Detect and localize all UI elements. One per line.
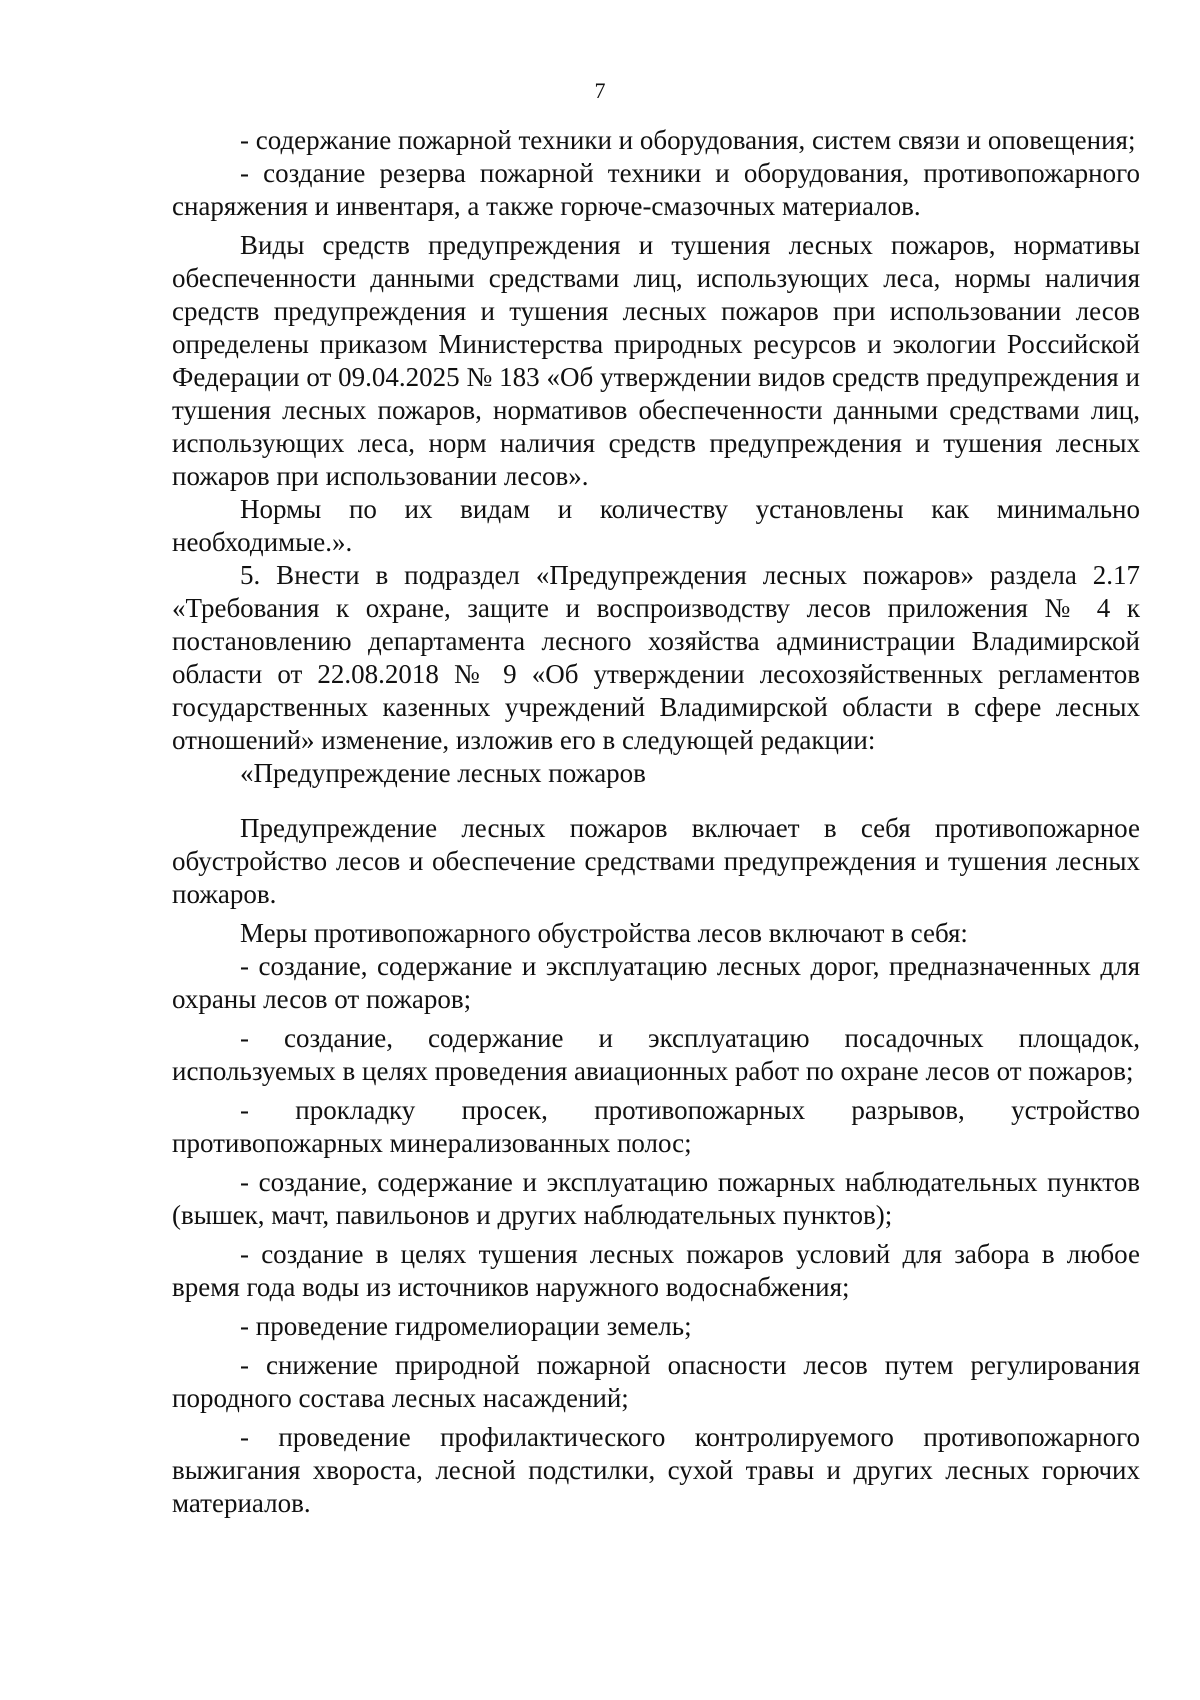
paragraph: - создание резерва пожарной техники и оборудования, противопожарного снаряжения и инвентаря, а также горюче-смазочных материалов. [172, 158, 1140, 221]
paragraph: Нормы по их видам и количеству установлены как минимально необходимые.». [172, 494, 1140, 557]
paragraph: - содержание пожарной техники и оборудования, систем связи и оповещения; [240, 125, 1136, 155]
list-item: - проведение гидромелиорации земель; [240, 1311, 692, 1341]
paragraph: Предупреждение лесных пожаров включает в себя противопожарное обустройство лесов и обеспечение средствами предупреждения и тушения лесных пожаров. [172, 813, 1140, 909]
section-heading: «Предупреждение лесных пожаров [240, 758, 646, 788]
numbered-paragraph: 5. Внести в подраздел «Предупреждения лесных пожаров» раздела 2.17 «Требования к охране, защите и воспроизводству лесов приложения № 4 к постановлению департамента лесного хозяйства администрации Владимирской области от 22.08.2018 № 9 «Об утверждении лесохозяйственных регламентов государственных казенных учреждений Владимирской области в сфере лесных отношений» изменение, изложив его в следующей редакции: [172, 560, 1140, 755]
list-item: - снижение природной пожарной опасности лесов путем регулирования породного состава лесных насаждений; [172, 1350, 1140, 1413]
paragraph: Меры противопожарного обустройства лесов включают в себя: [240, 918, 968, 948]
list-item: - создание в целях тушения лесных пожаров условий для забора в любое время года воды из источников наружного водоснабжения; [172, 1239, 1140, 1302]
list-item: - создание, содержание и эксплуатацию посадочных площадок, используемых в целях проведения авиационных работ по охране лесов от пожаров; [172, 1023, 1140, 1086]
list-item: - прокладку просек, противопожарных разрывов, устройство противопожарных минерализованных полос; [172, 1095, 1140, 1158]
paragraph: Виды средств предупреждения и тушения лесных пожаров, нормативы обеспеченности данными средствами лиц, использующих леса, нормы наличия средств предупреждения и тушения лесных пожаров при использовании лесов определены приказом Министерства природных ресурсов и экологии Российской Федерации от 09.04.2025 № 183 «Об утверждении видов средств предупреждения и тушения лесных пожаров, нормативов обеспеченности данными средствами лиц, использующих леса, норм наличия средств предупреждения и тушения лесных пожаров при использовании лесов». [172, 230, 1140, 491]
document-body [172, 124, 1140, 1520]
list-item: - создание, содержание и эксплуатацию лесных дорог, предназначенных для охраны лесов от пожаров; [172, 951, 1140, 1014]
list-item: - проведение профилактического контролируемого противопожарного выжигания хвороста, лесной подстилки, сухой травы и других лесных горючих материалов. [172, 1422, 1140, 1518]
list-item: - создание, содержание и эксплуатацию пожарных наблюдательных пунктов (вышек, мачт, павильонов и других наблюдательных пунктов); [172, 1167, 1140, 1230]
page-number: 7 [594, 78, 606, 103]
